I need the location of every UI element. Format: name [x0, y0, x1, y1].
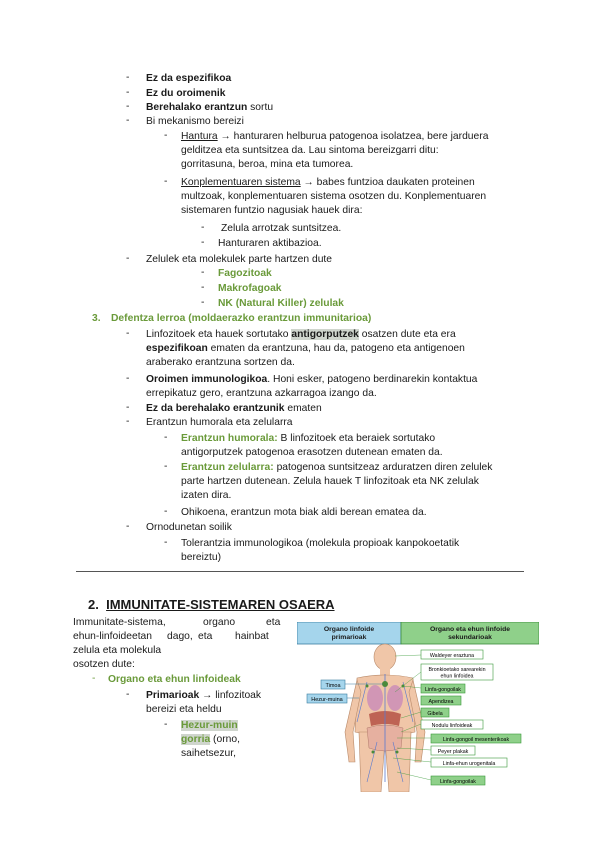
bullet-dash: - — [164, 130, 168, 141]
bullet-dash: - — [164, 537, 168, 548]
cell-item: Fagozitoak — [218, 268, 272, 279]
bullet-dash: - — [92, 673, 96, 684]
section-3-title: Defentza lerroa (moldaerazko erantzun immunitarioa) — [111, 313, 372, 324]
label-peyer: Peyer plakak — [437, 749, 469, 755]
konp-item: Hanturaren aktibazioa. — [218, 238, 322, 249]
label-gibela: Gibela — [427, 711, 443, 717]
hantura-line-2: gelditzea eta suntsitzea da. Lau sintoma bereizgarri ditu: — [181, 145, 439, 156]
label-linfa-gongoilak-1: Linfa-gongoilak — [425, 687, 461, 693]
bullet-dash: - — [201, 297, 205, 308]
hezur-line-3: saihetsezur, — [181, 748, 236, 759]
point-two-mechanisms: Bi mekanismo bereizi — [146, 116, 244, 127]
bullet-dash: - — [126, 253, 130, 264]
prim-line-1: Primarioak → linfozitoak — [146, 690, 262, 701]
intro-word: dago, — [167, 631, 193, 642]
bullet-dash: - — [126, 115, 130, 126]
label-linfa-gongoilak-2: Linfa-gongoilak — [440, 779, 476, 785]
label-hezur-muina: Hezur-muina — [311, 697, 343, 703]
s3-not-immediate: Ez da berehalako erantzunik ematen — [146, 403, 322, 414]
bullet-dash: - — [126, 689, 130, 700]
tolerantzia-line-1: Tolerantzia immunologikoa (molekula propioak kanpokoetatik — [181, 538, 460, 549]
bullet-dash: - — [164, 719, 168, 730]
konp-line-3: sistemaren funtzio nagusiak hauek dira: — [181, 205, 363, 216]
label-bronkio: Bronkioetako sarearekin ehun linfoidea — [428, 667, 486, 680]
bullet-dash: - — [126, 416, 130, 427]
human-body-illustration — [345, 644, 425, 792]
section-3-number: 3. — [92, 313, 101, 324]
ohikoena-line: Ohikoena, erantzun mota biak aldi berean ematea da. — [181, 507, 427, 518]
hantura-line-3: gorritasuna, beroa, mina eta tumorea. — [181, 159, 354, 170]
section-divider — [76, 571, 524, 572]
label-timoa: Timoa — [325, 683, 341, 689]
zelular-line-3: izaten dira. — [181, 490, 232, 501]
s3-line-2: espezifikoan ematen da erantzuna, hau da, patogeno eta antigenoen — [146, 343, 465, 354]
bullet-dash: - — [164, 432, 168, 443]
intro-word: organo — [203, 617, 236, 628]
bullet-dash: - — [126, 402, 130, 413]
konp-item: Zelula arrotzak suntsitzea. — [221, 223, 342, 234]
label-mesenterikoak: Linfa-gongoil mesenterikoak — [442, 737, 510, 743]
s3-memory-line-1: Oroimen immunologikoa. Honi esker, patogeno berdinarekin kontaktua — [146, 374, 478, 385]
figure-header-primary-text: Organo linfoide primarioak — [323, 626, 375, 641]
section-2-heading: 2. IMMUNITATE-SISTEMAREN OSAERA — [88, 597, 335, 612]
bullet-dash: - — [201, 267, 205, 278]
cells-intro: Zelulek eta molekulek parte hartzen dute — [146, 254, 333, 265]
s3-response-types: Erantzun humorala eta zelularra — [146, 417, 293, 428]
label-urogenitala: Linfa-ehun urogenitala — [442, 761, 496, 767]
prim-line-2: bereizi eta heldu — [146, 704, 222, 715]
intro-word: hainbat — [235, 631, 269, 642]
konp-line-1: Konplementuaren sistema → babes funtzioa daukaten proteinen — [181, 177, 475, 188]
intro-word: ehun-linfoideetan — [73, 631, 153, 642]
bullet-dash: - — [164, 506, 168, 517]
s3-memory-line-2: errepikatuz gero, erantzuna azkarragoa izango da. — [146, 388, 377, 399]
bullet-dash: - — [126, 101, 130, 112]
bullet-dash: - — [126, 521, 130, 532]
humoral-line-2: antigorputzek patogenoa erasotzen dutenean ematen da. — [181, 447, 443, 458]
bullet-dash: - — [126, 87, 130, 98]
label-apendizea: Apendizea — [428, 699, 454, 705]
bullet-dash: - — [126, 373, 130, 384]
cell-item: Makrofagoak — [218, 283, 282, 294]
bullet-dash: - — [126, 328, 130, 339]
cell-item: NK (Natural Killer) zelulak — [218, 298, 344, 309]
konp-line-2: multzoak, konplementuaren sistema osotzen du. Konplementuaren — [181, 191, 487, 202]
figure-header-secondary-text: Organo eta ehun linfoide sekundarioak — [429, 626, 511, 641]
ornodun-line: Ornodunetan soilik — [146, 522, 232, 533]
humoral-line-1: Erantzun humorala: B linfozitoek eta beraiek sortutako — [181, 433, 436, 444]
s3-line-1: Linfozitoek eta hauek sortutako antigorputzek osatzen dute eta era — [146, 329, 456, 340]
intro-word: eta — [198, 631, 213, 642]
hezur-line-2: gorria (orno, — [181, 734, 240, 745]
organo-heading: Organo eta ehun linfoideak — [108, 674, 241, 685]
intro-word: eta — [266, 617, 281, 628]
point-no-memory: Ez du oroimenik — [146, 88, 226, 99]
bullet-dash: - — [201, 222, 205, 233]
point-not-specific: Ez da espezifikoa — [146, 73, 232, 84]
intro-line-3: zelula eta molekula — [73, 645, 162, 656]
s3-line-3: araberako erantzuna sortzen da. — [146, 357, 295, 368]
label-waldeyer: Waldeyer eraztuna — [429, 653, 475, 659]
bullet-dash: - — [164, 461, 168, 472]
tolerantzia-line-2: bereiztu) — [181, 552, 222, 563]
hantura-line-1: Hantura → hanturaren helburua patogenoa isolatzea, bere jarduera — [181, 131, 489, 142]
label-nodulu: Nodulu linfoideak — [431, 723, 473, 729]
point-immediate-response: Berehalako erantzun sortu — [146, 102, 274, 113]
bullet-dash: - — [164, 176, 168, 187]
hezur-line-1: Hezur-muin — [181, 720, 238, 731]
zelular-line-2: parte hartzen dutenean. Zelula hauek T linfozitoak eta NK zelulak — [181, 476, 479, 487]
intro-line-4: osotzen dute: — [73, 659, 135, 670]
bullet-dash: - — [201, 237, 205, 248]
zelular-line-1: Erantzun zelularra: patogenoa suntsitzeaz arduratzen diren zelulek — [181, 462, 493, 473]
intro-word: Immunitate-sistema, — [73, 617, 166, 628]
bullet-dash: - — [126, 72, 130, 83]
lymphoid-organs-figure — [297, 622, 539, 792]
bullet-dash: - — [201, 282, 205, 293]
